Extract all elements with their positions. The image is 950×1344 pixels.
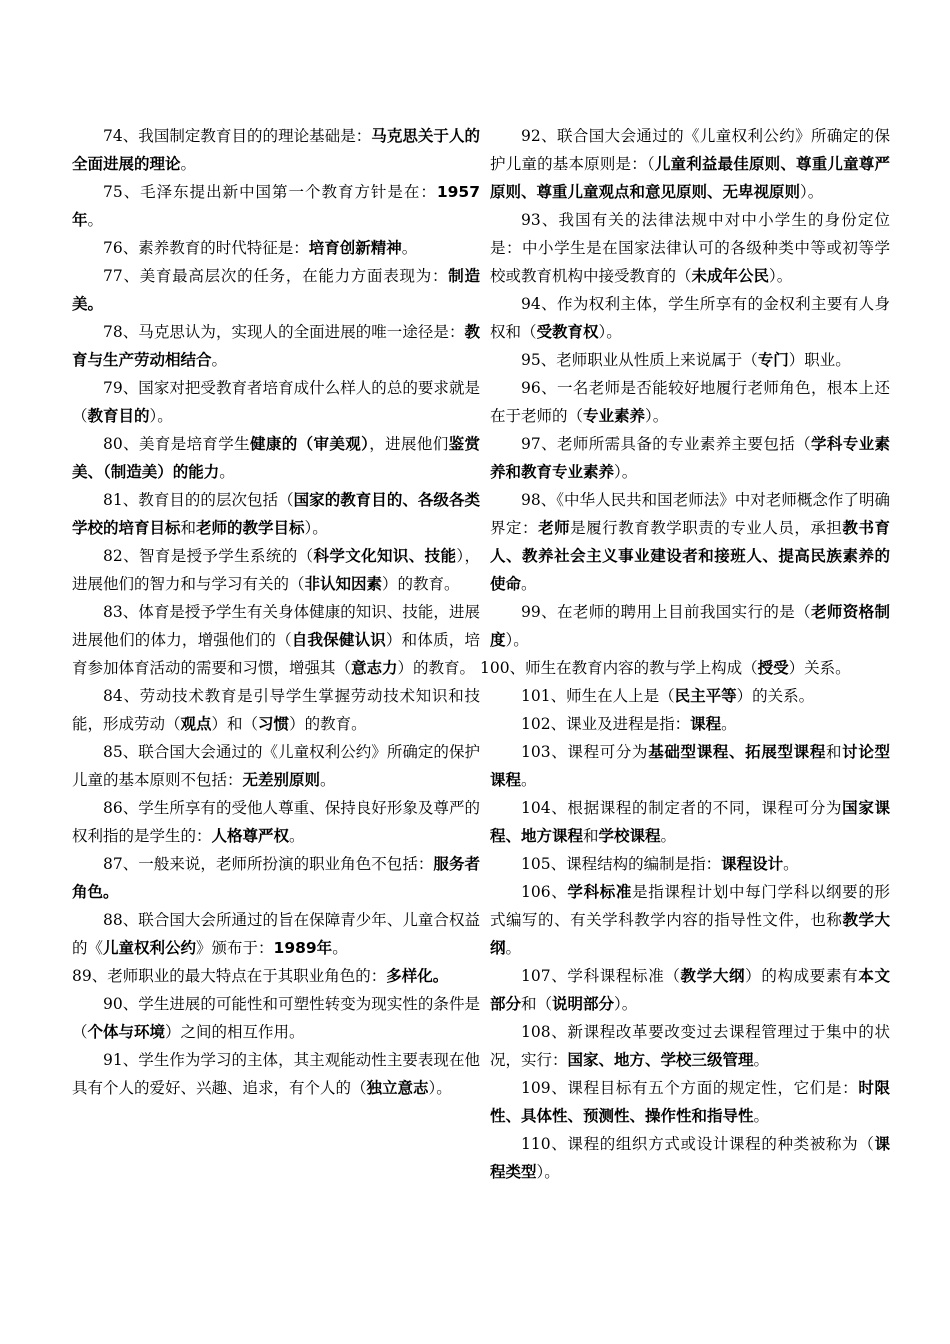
question-text: 87、一般来说，老师所扮演的职业角色不包括： [103, 855, 434, 873]
question-text: 103、课程可分为 [521, 743, 649, 761]
answer-text: 健康的（审美观） [250, 435, 370, 453]
question-item [490, 430, 890, 486]
question-text: 95、老师职业从性质上来说属于（ [521, 351, 758, 369]
question-text: ）关系。 [788, 659, 851, 677]
question-item [490, 290, 890, 346]
question-text: 。 [753, 1051, 770, 1069]
question-item [72, 850, 480, 906]
answer-text: 专门 [757, 351, 789, 369]
question-item [490, 346, 890, 374]
answer-text: 专业素养 [583, 407, 646, 425]
question-text: 76、素养教育的时代特征是： [103, 239, 309, 257]
question-item [72, 738, 480, 794]
answer-text: 老师资格制度 [490, 603, 890, 649]
question-text: ）。 [800, 183, 824, 201]
answer-text: 老师 [538, 519, 571, 537]
answer-text: 未成年公民 [691, 267, 770, 285]
answer-text: 老师的教学目标 [196, 519, 305, 537]
answer-text: 国家、地方、学校三级管理 [567, 1051, 754, 1069]
answer-text: 习惯 [258, 715, 290, 733]
question-item [72, 682, 480, 738]
question-text: 81、教育目的的层次包括（ [103, 491, 294, 509]
question-item [72, 906, 480, 962]
answer-text: 独立意志 [366, 1079, 429, 1097]
answer-text: 教育目的 [87, 407, 150, 425]
question-text: 是指课程计划中每门学科以纲要的形式编写的、有关学科教学内容的指导性文件，也称 [490, 883, 890, 929]
question-text: 84、劳动技术教育是引导学生掌握劳动技术知识和技能，形成劳动（ [72, 687, 480, 733]
question-item [490, 738, 890, 794]
question-text: ）的构成要素有 [745, 967, 859, 985]
question-text: ）的教育。 [382, 575, 460, 593]
question-text: 。 [401, 239, 418, 257]
question-text: ）。 [428, 1079, 452, 1097]
question-item [72, 486, 480, 542]
answer-text: 教育与生产劳动相结合 [72, 323, 480, 369]
question-text: 。 [505, 939, 522, 957]
question-item [72, 318, 480, 374]
question-text: 77、美育最高层次的任务，在能力方面表现为： [103, 267, 449, 285]
answer-text: 儿童利益最佳原则、尊重儿童尊严原则、尊重儿童观点和意见原则、无卑视原则 [490, 155, 890, 201]
answer-text: 自我保健认识 [291, 631, 386, 649]
question-text: ，进展他们 [369, 435, 449, 453]
question-text: 。 [180, 155, 197, 173]
question-item [480, 654, 890, 682]
question-text: ）。 [614, 995, 638, 1013]
question-text: 93、我国有关的法律法规中对中小学生的身份定位是：中小学生是在国家法律认可的各级种类中等或初等学校或教育机构中接受教育的（ [490, 211, 890, 285]
answer-text: 教学大纲 [680, 967, 746, 985]
question-item [72, 374, 480, 430]
question-item [72, 598, 480, 682]
question-text: 82、智育是授予学生系统的（ [103, 547, 314, 565]
question-text: ）。 [536, 1163, 560, 1181]
question-item [490, 122, 890, 206]
question-text: 79、国家对把受教育者培育成什么样人的总的要求就是（ [72, 379, 480, 425]
question-text: 100、师生在教育内容的教与学上构成（ [480, 659, 758, 677]
left-column [72, 122, 480, 1102]
question-text: 》颁布于： [196, 939, 274, 957]
question-item [72, 430, 480, 486]
question-item [490, 374, 890, 430]
question-text: 90、学生进展的可能性和可塑性转变为现实性的条件是（ [72, 995, 480, 1041]
question-text: ）职业。 [788, 351, 851, 369]
question-text: 91、学生作为学习的主体，其主观能动性主要表现在他具有个人的爱好、兴趣、追求，有个人的（ [72, 1051, 480, 1097]
question-text: 102、课业及进程是指： [521, 715, 691, 733]
question-text: 是履行教育教学职责的专业人员，承担 [570, 519, 843, 537]
question-text: 。 [211, 351, 228, 369]
answer-text: 说明部分 [552, 995, 615, 1013]
answer-text: 学科标准 [567, 883, 633, 901]
question-text: 107、学科课程标准（ [521, 967, 681, 985]
answer-text: 马克思关于人的全面进展的理论 [72, 127, 480, 173]
question-item [490, 710, 890, 738]
question-item [72, 990, 480, 1046]
question-text: ）。 [769, 267, 793, 285]
question-text: ）。 [505, 631, 529, 649]
answer-text: 1989年 [273, 939, 333, 957]
answer-text: 讨论型课程 [490, 743, 890, 789]
question-item [490, 1074, 890, 1130]
answer-text: 意志力 [351, 659, 398, 677]
question-text: 110、课程的组织方式或设计课程的种类被称为（ [521, 1135, 875, 1153]
question-item [72, 794, 480, 850]
question-item [490, 878, 890, 962]
answer-text: 非认知因素 [304, 575, 383, 593]
question-text: 和 [583, 827, 599, 845]
answer-text: 受教育权 [536, 323, 599, 341]
question-text: 85、联合国大会通过的《儿童权利公约》所确定的保护儿童的基本原则不包括： [72, 743, 480, 789]
answer-text: 多样化。 [386, 967, 449, 985]
answer-text: 鉴赏美、（制造美）的能力 [72, 435, 480, 481]
answer-text: 课程 [690, 715, 722, 733]
question-text: 88、联合国大会所通过的旨在保障青少年、儿童合权益的《 [72, 911, 480, 957]
question-text: 和 [180, 519, 197, 537]
question-item [490, 598, 890, 654]
answer-text: 制造美。 [72, 267, 480, 313]
answer-text: 教学大纲 [490, 911, 890, 957]
question-text: ）。 [645, 407, 669, 425]
question-item [72, 262, 480, 318]
question-text: ）。 [149, 407, 173, 425]
question-item [72, 234, 480, 262]
question-text: 74、我国制定教育目的的理论基础是： [103, 127, 372, 145]
question-text: 105、课程结构的编制是指： [521, 855, 722, 873]
answer-text: 课程类型 [490, 1135, 890, 1181]
question-text: 109、课程目标有五个方面的规定性，它们是： [521, 1079, 859, 1097]
answer-text: 服务者角色。 [72, 855, 480, 901]
question-item [72, 122, 480, 178]
question-text: 。 [753, 1107, 770, 1125]
question-text: 。 [660, 827, 677, 845]
question-text: 。 [521, 771, 537, 789]
question-text: 83、体育是授予学生有关身体健康的知识、技能，进展进展他们的体力，增强他们的（ [72, 603, 480, 649]
question-item [490, 1018, 890, 1074]
question-text: 97、老师所需具备的专业素养主要包括（ [521, 435, 811, 453]
question-text: ）。 [614, 463, 638, 481]
question-item [490, 794, 890, 850]
question-text: 99、在老师的聘用上目前我国实行的是（ [521, 603, 811, 621]
question-text: ）。 [304, 519, 328, 537]
question-text: ）和（ [211, 715, 259, 733]
answer-text: 授受 [757, 659, 789, 677]
answer-text: 课程设计 [721, 855, 784, 873]
question-text: 92、联合国大会通过的《儿童权利公约》所确定的保护儿童的基本原则是：（ [490, 127, 890, 173]
answer-text: 学科专业素养和教育专业素养 [490, 435, 890, 481]
answer-text: 时限性、具体性、预测性、操作性和指导性 [490, 1079, 890, 1125]
question-text: 。 [320, 771, 336, 789]
answer-text: 教书育人、教养社会主义事业建设者和接班人、提高民族素养的使命 [490, 519, 890, 593]
question-text: 。 [87, 211, 104, 229]
answer-text: 民主平等 [674, 687, 737, 705]
answer-text: 培育创新精神 [308, 239, 402, 257]
question-text: 80、美育是培育学生 [103, 435, 251, 453]
question-text: 98、《中华人民共和国老师法》中对老师概念作了明确界定： [490, 491, 890, 537]
question-text: ）之间的相互作用。 [165, 1023, 305, 1041]
question-text: 108、新课程改革要改变过去课程管理过于集中的状况，实行： [490, 1023, 890, 1069]
question-item [490, 682, 890, 710]
answer-text: 科学文化知识、技能 [313, 547, 457, 565]
question-text: 106、 [521, 883, 568, 901]
question-text: 86、学生所享有的受他人尊重、保持良好形象及尊严的权利指的是学生的： [72, 799, 480, 845]
answer-text: 个体与环境 [87, 1023, 166, 1041]
answer-text: 人格尊严权 [211, 827, 290, 845]
question-text: ）的教育。 [289, 715, 367, 733]
question-text: 。 [521, 575, 537, 593]
answer-text: 无差别原则 [242, 771, 321, 789]
question-text: ），进展他们的智力和与学习有关的（ [72, 547, 480, 593]
question-text: 。 [783, 855, 799, 873]
answer-text: 儿童权利公约 [103, 939, 197, 957]
question-text: 94、作为权利主体，学生所享有的金权利主要有人身权和（ [490, 295, 890, 341]
question-text: 104、根据课程的制定者的不同，课程可分为 [521, 799, 843, 817]
answer-text: 学校课程 [598, 827, 661, 845]
question-text: 96、一名老师是否能较好地履行老师角色，根本上还在于老师的（ [490, 379, 890, 425]
question-item [72, 542, 480, 598]
answer-text: 本文部分 [490, 967, 890, 1013]
question-text: 。 [332, 939, 348, 957]
question-text: ）的关系。 [736, 687, 815, 705]
question-text: 。 [219, 463, 235, 481]
question-text: ）。 [598, 323, 622, 341]
question-item [72, 178, 480, 234]
answer-text: 国家课程、地方课程 [490, 799, 890, 845]
question-text: 和（ [521, 995, 553, 1013]
question-item [490, 206, 890, 290]
question-item [72, 1046, 480, 1102]
question-text: ）的教育。 [397, 659, 476, 677]
question-text: 89、老师职业的最大特点在于其职业角色的： [72, 967, 387, 985]
question-text: 。 [289, 827, 305, 845]
question-text: ）和体质，培育参加体育活动的需要和习惯，增强其（ [72, 631, 480, 677]
answer-text: 基础型课程、拓展型课程 [648, 743, 826, 761]
question-item [490, 850, 890, 878]
question-item [490, 962, 890, 1018]
question-item [490, 1130, 890, 1186]
question-item [72, 962, 480, 990]
question-item [490, 486, 890, 598]
answer-text: 观点 [180, 715, 212, 733]
question-text: 101、师生在人上是（ [521, 687, 675, 705]
right-column [480, 122, 890, 1186]
question-text: 75、毛泽东提出新中国第一个教育方针是在： [103, 183, 437, 201]
answer-text: 国家的教育目的、各级各类学校的培育目标 [72, 491, 480, 537]
question-text: 78、马克思认为，实现人的全面进展的唯一途径是： [103, 323, 465, 341]
question-text: 和 [825, 743, 843, 761]
answer-text: 1957年 [72, 183, 480, 229]
question-text: 。 [721, 715, 737, 733]
